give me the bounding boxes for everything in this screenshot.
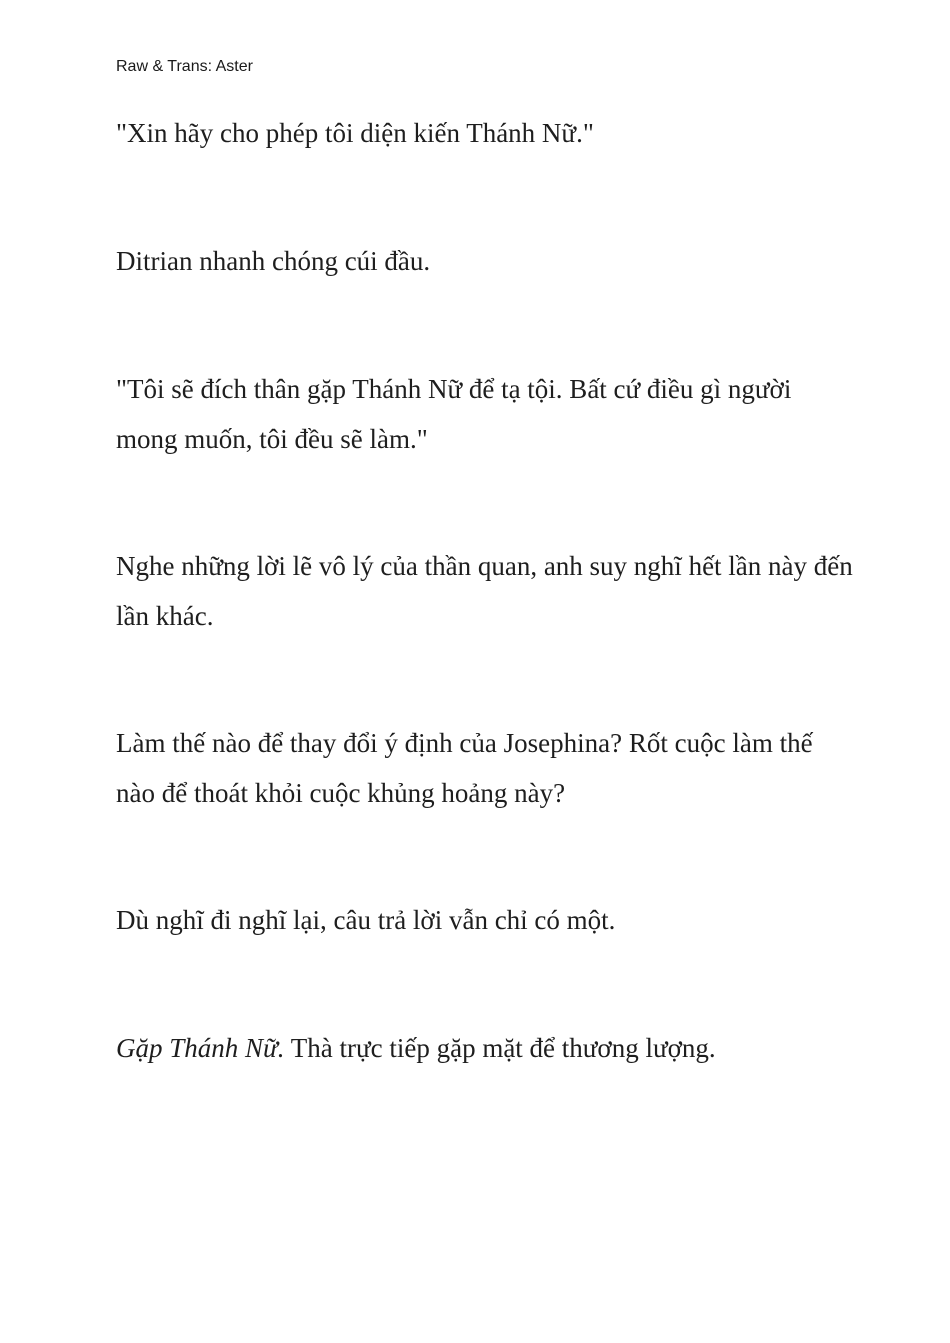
paragraph-5: Làm thế nào để thay đổi ý định của Josephina? Rốt cuộc làm thế nào để thoát khỏi cuộc khủng hoảng này?: [116, 728, 813, 808]
paragraph-2: Ditrian nhanh chóng cúi đầu.: [116, 246, 431, 276]
translator-credit: Raw & Trans: Aster: [116, 58, 253, 75]
paragraph-7-rest: Thà trực tiếp gặp mặt để thương lượng.: [284, 1033, 716, 1063]
paragraph-4: Nghe những lời lẽ vô lý của thần quan, anh suy nghĩ hết lần này đến lần khác.: [116, 551, 853, 631]
paragraph-7-italic: Gặp Thánh Nữ.: [116, 1033, 285, 1063]
paragraph-6: Dù nghĩ đi nghĩ lại, câu trả lời vẫn chỉ có một.: [116, 905, 616, 935]
paragraph-7: [116, 1023, 856, 1073]
paragraph-1: "Xin hãy cho phép tôi diện kiến Thánh Nữ.": [116, 118, 594, 148]
paragraph-3: "Tôi sẽ đích thân gặp Thánh Nữ để tạ tội. Bất cứ điều gì người mong muốn, tôi đều sẽ làm.": [116, 374, 792, 454]
